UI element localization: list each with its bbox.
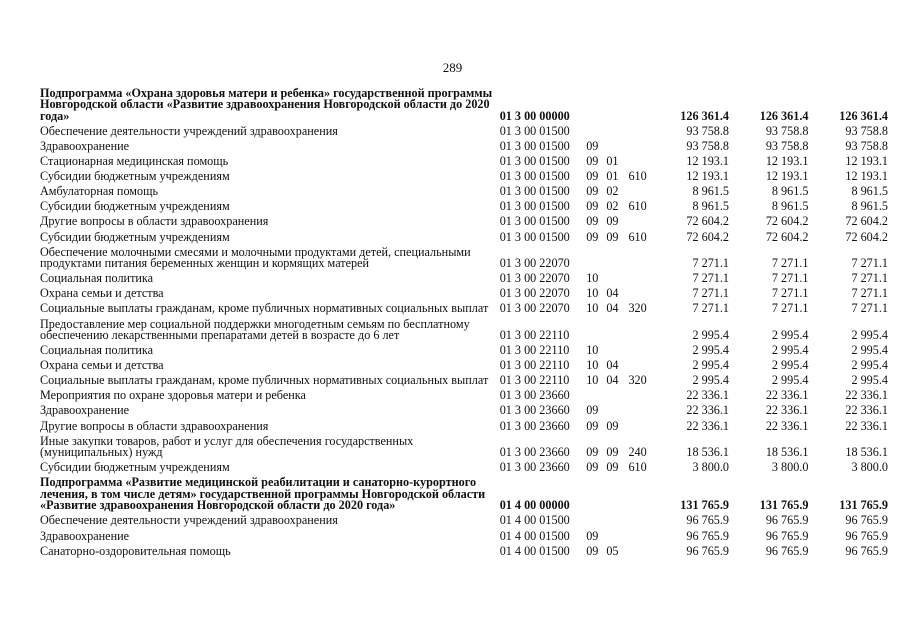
amount-year2-cell: 72 604.2 — [765, 214, 809, 229]
section-code-cell — [586, 86, 606, 124]
section-code-cell: 09 — [586, 214, 599, 229]
target-article-code-cell: 01 3 00 23660 — [499, 403, 570, 418]
target-article-code-cell: 01 3 00 22070 — [499, 271, 570, 286]
table-row — [40, 215, 888, 230]
section-code-cell: 09 — [586, 184, 599, 199]
amount-year1-cell: 72 604.2 — [686, 214, 730, 229]
section-code-cell: 09 — [586, 418, 599, 433]
table-row — [40, 271, 888, 286]
amount-year1-cell: 2 995.4 — [692, 328, 730, 343]
amount-year1-cell: 3 800.0 — [692, 460, 730, 475]
target-article-code-cell: 01 3 00 01500 — [499, 154, 570, 169]
amount-year1-cell: 126 361.4 — [680, 108, 730, 123]
table-row — [40, 302, 888, 317]
amount-year1-cell: 2 995.4 — [692, 358, 730, 373]
subsection-code-cell: 05 — [606, 543, 619, 558]
row-name-cell: Здравоохранение — [40, 138, 130, 153]
row-name-cell: Субсидии бюджетным учреждениям — [40, 169, 230, 184]
section-code-cell: 09 — [586, 138, 599, 153]
expense-type-code-cell — [628, 343, 658, 358]
expense-type-code-cell: 320 — [628, 301, 647, 316]
expense-type-code-cell: 610 — [628, 229, 647, 244]
amount-year1-cell: 7 271.1 — [692, 286, 730, 301]
amount-year1-cell: 72 604.2 — [686, 229, 730, 244]
section-code-cell: 10 — [586, 358, 599, 373]
row-name-cell: Субсидии бюджетным учреждениям — [40, 199, 230, 214]
target-article-code-cell: 01 3 00 22110 — [499, 358, 570, 373]
amount-year2-cell: 7 271.1 — [771, 286, 809, 301]
table-row — [40, 434, 888, 461]
amount-year2-cell: 72 604.2 — [765, 229, 809, 244]
amount-year1-cell: 7 271.1 — [692, 301, 730, 316]
expense-type-code-cell: 610 — [628, 199, 647, 214]
amount-year2-cell: 131 765.9 — [759, 498, 809, 513]
table-row — [40, 287, 888, 302]
amount-year1-cell: 8 961.5 — [692, 199, 730, 214]
amount-year3-cell: 8 961.5 — [851, 199, 888, 214]
amount-year1-cell: 2 995.4 — [692, 373, 730, 388]
table-row — [40, 245, 888, 272]
expense-type-code-cell — [628, 514, 658, 529]
target-article-code-cell: 01 3 00 00000 — [499, 108, 570, 123]
subsection-code-cell — [606, 317, 628, 344]
amount-year1-cell: 2 995.4 — [692, 343, 730, 358]
amount-year1-cell: 22 336.1 — [686, 403, 730, 418]
subsection-code-cell: 09 — [606, 229, 619, 244]
expense-type-code-cell — [628, 154, 658, 169]
amount-year2-cell: 7 271.1 — [771, 301, 809, 316]
amount-year2-cell: 126 361.4 — [759, 108, 809, 123]
amount-year3-cell: 96 765.9 — [845, 543, 888, 558]
row-name-cell: Обеспечение деятельности учреждений здравоохранения — [40, 513, 338, 528]
amount-year2-cell: 7 271.1 — [771, 256, 809, 271]
subsection-code-cell — [606, 271, 628, 286]
table-row — [40, 358, 888, 373]
amount-year2-cell: 22 336.1 — [765, 388, 809, 403]
amount-year3-cell: 12 193.1 — [845, 154, 888, 169]
amount-year1-cell: 96 765.9 — [686, 513, 730, 528]
amount-year2-cell: 18 536.1 — [765, 445, 809, 460]
amount-year2-cell: 2 995.4 — [771, 343, 809, 358]
subsection-code-cell — [606, 404, 628, 419]
target-article-code-cell: 01 3 00 22110 — [499, 373, 570, 388]
expense-type-code-cell — [628, 389, 658, 404]
expense-type-code-cell — [628, 317, 658, 344]
section-code-cell: 10 — [586, 271, 599, 286]
amount-year3-cell: 7 271.1 — [851, 301, 888, 316]
subsection-code-cell: 04 — [606, 286, 619, 301]
subsection-code-cell: 09 — [606, 460, 619, 475]
expense-type-code-cell: 320 — [628, 373, 647, 388]
amount-year2-cell: 12 193.1 — [765, 169, 809, 184]
section-code-cell — [586, 476, 606, 514]
section-code-cell — [586, 514, 606, 529]
section-code-cell: 09 — [586, 169, 599, 184]
amount-year1-cell: 93 758.8 — [686, 123, 730, 138]
row-name-cell: Здравоохранение — [40, 403, 130, 418]
amount-year2-cell: 7 271.1 — [771, 271, 809, 286]
amount-year3-cell: 131 765.9 — [839, 498, 888, 513]
row-name-cell: Социальная политика — [40, 343, 154, 358]
amount-year2-cell: 93 758.8 — [765, 138, 809, 153]
section-code-cell — [586, 317, 606, 344]
row-name-cell: Субсидии бюджетным учреждениям — [40, 229, 230, 244]
subsection-code-cell — [606, 514, 628, 529]
section-code-cell: 09 — [586, 528, 599, 543]
target-article-code-cell: 01 3 00 22070 — [499, 301, 570, 316]
target-article-code-cell: 01 3 00 23660 — [499, 460, 570, 475]
amount-year2-cell: 2 995.4 — [771, 358, 809, 373]
amount-year1-cell: 12 193.1 — [686, 169, 730, 184]
row-name-cell: Стационарная медицинская помощь — [40, 154, 229, 169]
amount-year2-cell: 22 336.1 — [765, 418, 809, 433]
expense-type-code-cell — [628, 358, 658, 373]
amount-year3-cell: 3 800.0 — [851, 460, 888, 475]
table-row — [40, 86, 888, 124]
subsection-code-cell: 04 — [606, 373, 619, 388]
table-row — [40, 514, 888, 529]
row-name-cell: Другие вопросы в области здравоохранения — [40, 418, 269, 433]
subsection-code-cell — [606, 529, 628, 544]
section-code-cell — [586, 245, 606, 272]
table-row — [40, 124, 888, 139]
row-name-cell: Мероприятия по охране здоровья матери и ребенка — [40, 388, 306, 403]
section-code-cell: 09 — [586, 445, 599, 460]
subsection-code-cell — [606, 476, 628, 514]
table-row — [40, 404, 888, 419]
amount-year3-cell: 72 604.2 — [845, 214, 888, 229]
subsection-code-cell — [606, 124, 628, 139]
amount-year1-cell: 7 271.1 — [692, 271, 730, 286]
subsection-code-cell: 01 — [606, 154, 619, 169]
subsection-code-cell: 09 — [606, 418, 619, 433]
budget-table — [40, 86, 888, 559]
target-article-code-cell: 01 4 00 01500 — [499, 543, 570, 558]
target-article-code-cell: 01 3 00 01500 — [499, 169, 570, 184]
amount-year3-cell: 2 995.4 — [851, 328, 888, 343]
amount-year3-cell: 2 995.4 — [851, 358, 888, 373]
row-name-cell: Санаторно-оздоровительная помощь — [40, 543, 231, 558]
amount-year2-cell: 96 765.9 — [765, 513, 809, 528]
subsection-code-cell: 09 — [606, 214, 619, 229]
amount-year3-cell: 18 536.1 — [845, 445, 888, 460]
amount-year3-cell: 22 336.1 — [845, 418, 888, 433]
amount-year3-cell: 93 758.8 — [845, 123, 888, 138]
section-code-cell: 09 — [586, 229, 599, 244]
target-article-code-cell: 01 4 00 00000 — [499, 498, 570, 513]
amount-year2-cell: 3 800.0 — [771, 460, 809, 475]
target-article-code-cell: 01 3 00 01500 — [499, 138, 570, 153]
amount-year3-cell: 2 995.4 — [851, 373, 888, 388]
subsection-code-cell: 01 — [606, 169, 619, 184]
amount-year2-cell: 93 758.8 — [765, 123, 809, 138]
row-name-cell: Иные закупки товаров, работ и услуг для обеспечения государственных (муниципальных) нужд — [40, 433, 414, 460]
target-article-code-cell: 01 4 00 01500 — [499, 528, 570, 543]
amount-year3-cell: 12 193.1 — [845, 169, 888, 184]
section-code-cell — [586, 124, 606, 139]
table-row — [40, 476, 888, 514]
subsection-code-cell: 04 — [606, 358, 619, 373]
table-row — [40, 529, 888, 544]
amount-year1-cell: 7 271.1 — [692, 256, 730, 271]
page-number: 289 — [442, 60, 463, 75]
section-code-cell: 09 — [586, 199, 599, 214]
table-row — [40, 389, 888, 404]
subsection-code-cell: 09 — [606, 445, 619, 460]
expense-type-code-cell — [628, 404, 658, 419]
amount-year1-cell: 12 193.1 — [686, 154, 730, 169]
amount-year3-cell: 72 604.2 — [845, 229, 888, 244]
row-name-cell: Подпрограмма «Развитие медицинской реабилитации и санаторно-курортного лечения, в том числе детям» государственной программы Новгородской области «Развитие здравоохранения Новгородской области до 2020 года» — [40, 475, 486, 513]
expense-type-code-cell — [628, 215, 658, 230]
table-row — [40, 544, 888, 559]
row-name-cell: Обеспечение деятельности учреждений здравоохранения — [40, 123, 338, 138]
table-row — [40, 460, 888, 475]
amount-year3-cell: 22 336.1 — [845, 403, 888, 418]
amount-year1-cell: 22 336.1 — [686, 388, 730, 403]
row-name-cell: Здравоохранение — [40, 528, 130, 543]
amount-year1-cell: 18 536.1 — [686, 445, 730, 460]
table-row — [40, 317, 888, 344]
target-article-code-cell: 01 3 00 01500 — [499, 229, 570, 244]
section-code-cell — [586, 389, 606, 404]
expense-type-code-cell — [628, 245, 658, 272]
target-article-code-cell: 01 3 00 01500 — [499, 184, 570, 199]
amount-year3-cell: 93 758.8 — [845, 138, 888, 153]
section-code-cell: 09 — [586, 543, 599, 558]
expense-type-code-cell — [628, 86, 658, 124]
amount-year1-cell: 8 961.5 — [692, 184, 730, 199]
section-code-cell: 10 — [586, 343, 599, 358]
expense-type-code-cell: 610 — [628, 169, 647, 184]
row-name-cell: Обеспечение молочными смесями и молочными продуктами детей, специальными продуктами питания беременных женщин и кормящих матерей — [40, 244, 471, 271]
row-name-cell: Субсидии бюджетным учреждениям — [40, 460, 230, 475]
target-article-code-cell: 01 4 00 01500 — [499, 513, 570, 528]
section-code-cell: 09 — [586, 403, 599, 418]
amount-year1-cell: 96 765.9 — [686, 543, 730, 558]
expense-type-code-cell — [628, 544, 658, 559]
amount-year3-cell: 8 961.5 — [851, 184, 888, 199]
expense-type-code-cell — [628, 184, 658, 199]
amount-year3-cell: 7 271.1 — [851, 286, 888, 301]
expense-type-code-cell — [628, 529, 658, 544]
amount-year2-cell: 2 995.4 — [771, 373, 809, 388]
subsection-code-cell: 02 — [606, 184, 619, 199]
table-row — [40, 184, 888, 199]
expense-type-code-cell: 610 — [628, 460, 647, 475]
subsection-code-cell — [606, 139, 628, 154]
row-name-cell: Подпрограмма «Охрана здоровья матери и ребенка» государственной программы Новгородской области «Развитие здравоохранения Новгородской области до 2020 года» — [40, 85, 493, 123]
section-code-cell: 10 — [586, 301, 599, 316]
expense-type-code-cell — [628, 124, 658, 139]
target-article-code-cell: 01 3 00 23660 — [499, 445, 570, 460]
amount-year1-cell: 93 758.8 — [686, 138, 730, 153]
amount-year3-cell: 126 361.4 — [839, 108, 888, 123]
table-row — [40, 343, 888, 358]
subsection-code-cell — [606, 245, 628, 272]
table-row — [40, 154, 888, 169]
amount-year3-cell: 96 765.9 — [845, 528, 888, 543]
section-code-cell: 09 — [586, 460, 599, 475]
expense-type-code-cell — [628, 476, 658, 514]
subsection-code-cell — [606, 86, 628, 124]
section-code-cell: 10 — [586, 286, 599, 301]
amount-year2-cell: 8 961.5 — [771, 184, 809, 199]
target-article-code-cell: 01 3 00 01500 — [499, 123, 570, 138]
row-name-cell: Амбулаторная помощь — [40, 184, 159, 199]
amount-year3-cell: 7 271.1 — [851, 256, 888, 271]
amount-year2-cell: 2 995.4 — [771, 328, 809, 343]
row-name-cell: Социальные выплаты гражданам, кроме публичных нормативных социальных выплат — [40, 373, 489, 388]
expense-type-code-cell — [628, 139, 658, 154]
subsection-code-cell — [606, 389, 628, 404]
amount-year1-cell: 22 336.1 — [686, 418, 730, 433]
row-name-cell: Социальные выплаты гражданам, кроме публичных нормативных социальных выплат — [40, 301, 489, 316]
expense-type-code-cell — [628, 287, 658, 302]
target-article-code-cell: 01 3 00 22070 — [499, 286, 570, 301]
amount-year2-cell: 96 765.9 — [765, 543, 809, 558]
table-row — [40, 230, 888, 245]
expense-type-code-cell — [628, 271, 658, 286]
target-article-code-cell: 01 3 00 22110 — [499, 343, 570, 358]
table-row — [40, 139, 888, 154]
amount-year2-cell: 96 765.9 — [765, 528, 809, 543]
table-row — [40, 169, 888, 184]
amount-year3-cell: 96 765.9 — [845, 513, 888, 528]
amount-year3-cell: 22 336.1 — [845, 388, 888, 403]
subsection-code-cell: 04 — [606, 301, 619, 316]
target-article-code-cell: 01 3 00 01500 — [499, 199, 570, 214]
amount-year3-cell: 7 271.1 — [851, 271, 888, 286]
expense-type-code-cell: 240 — [628, 445, 647, 460]
row-name-cell: Социальная политика — [40, 271, 154, 286]
target-article-code-cell: 01 3 00 01500 — [499, 214, 570, 229]
section-code-cell: 09 — [586, 154, 599, 169]
amount-year2-cell: 22 336.1 — [765, 403, 809, 418]
target-article-code-cell: 01 3 00 22070 — [499, 256, 570, 271]
row-name-cell: Охрана семьи и детства — [40, 286, 164, 301]
table-row — [40, 419, 888, 434]
subsection-code-cell: 02 — [606, 199, 619, 214]
table-row — [40, 200, 888, 215]
amount-year2-cell: 12 193.1 — [765, 154, 809, 169]
row-name-cell: Предоставление мер социальной поддержки многодетным семьям по бесплатному обеспечению лекарственными препаратами детей в возрасте до 6 лет — [40, 316, 470, 343]
amount-year1-cell: 131 765.9 — [680, 498, 730, 513]
amount-year3-cell: 2 995.4 — [851, 343, 888, 358]
target-article-code-cell: 01 3 00 23660 — [499, 418, 570, 433]
target-article-code-cell: 01 3 00 23660 — [499, 388, 570, 403]
section-code-cell: 10 — [586, 373, 599, 388]
subsection-code-cell — [606, 343, 628, 358]
row-name-cell: Другие вопросы в области здравоохранения — [40, 214, 269, 229]
amount-year2-cell: 8 961.5 — [771, 199, 809, 214]
expense-type-code-cell — [628, 419, 658, 434]
amount-year1-cell: 96 765.9 — [686, 528, 730, 543]
target-article-code-cell: 01 3 00 22110 — [499, 328, 570, 343]
table-row — [40, 374, 888, 389]
row-name-cell: Охрана семьи и детства — [40, 358, 164, 373]
